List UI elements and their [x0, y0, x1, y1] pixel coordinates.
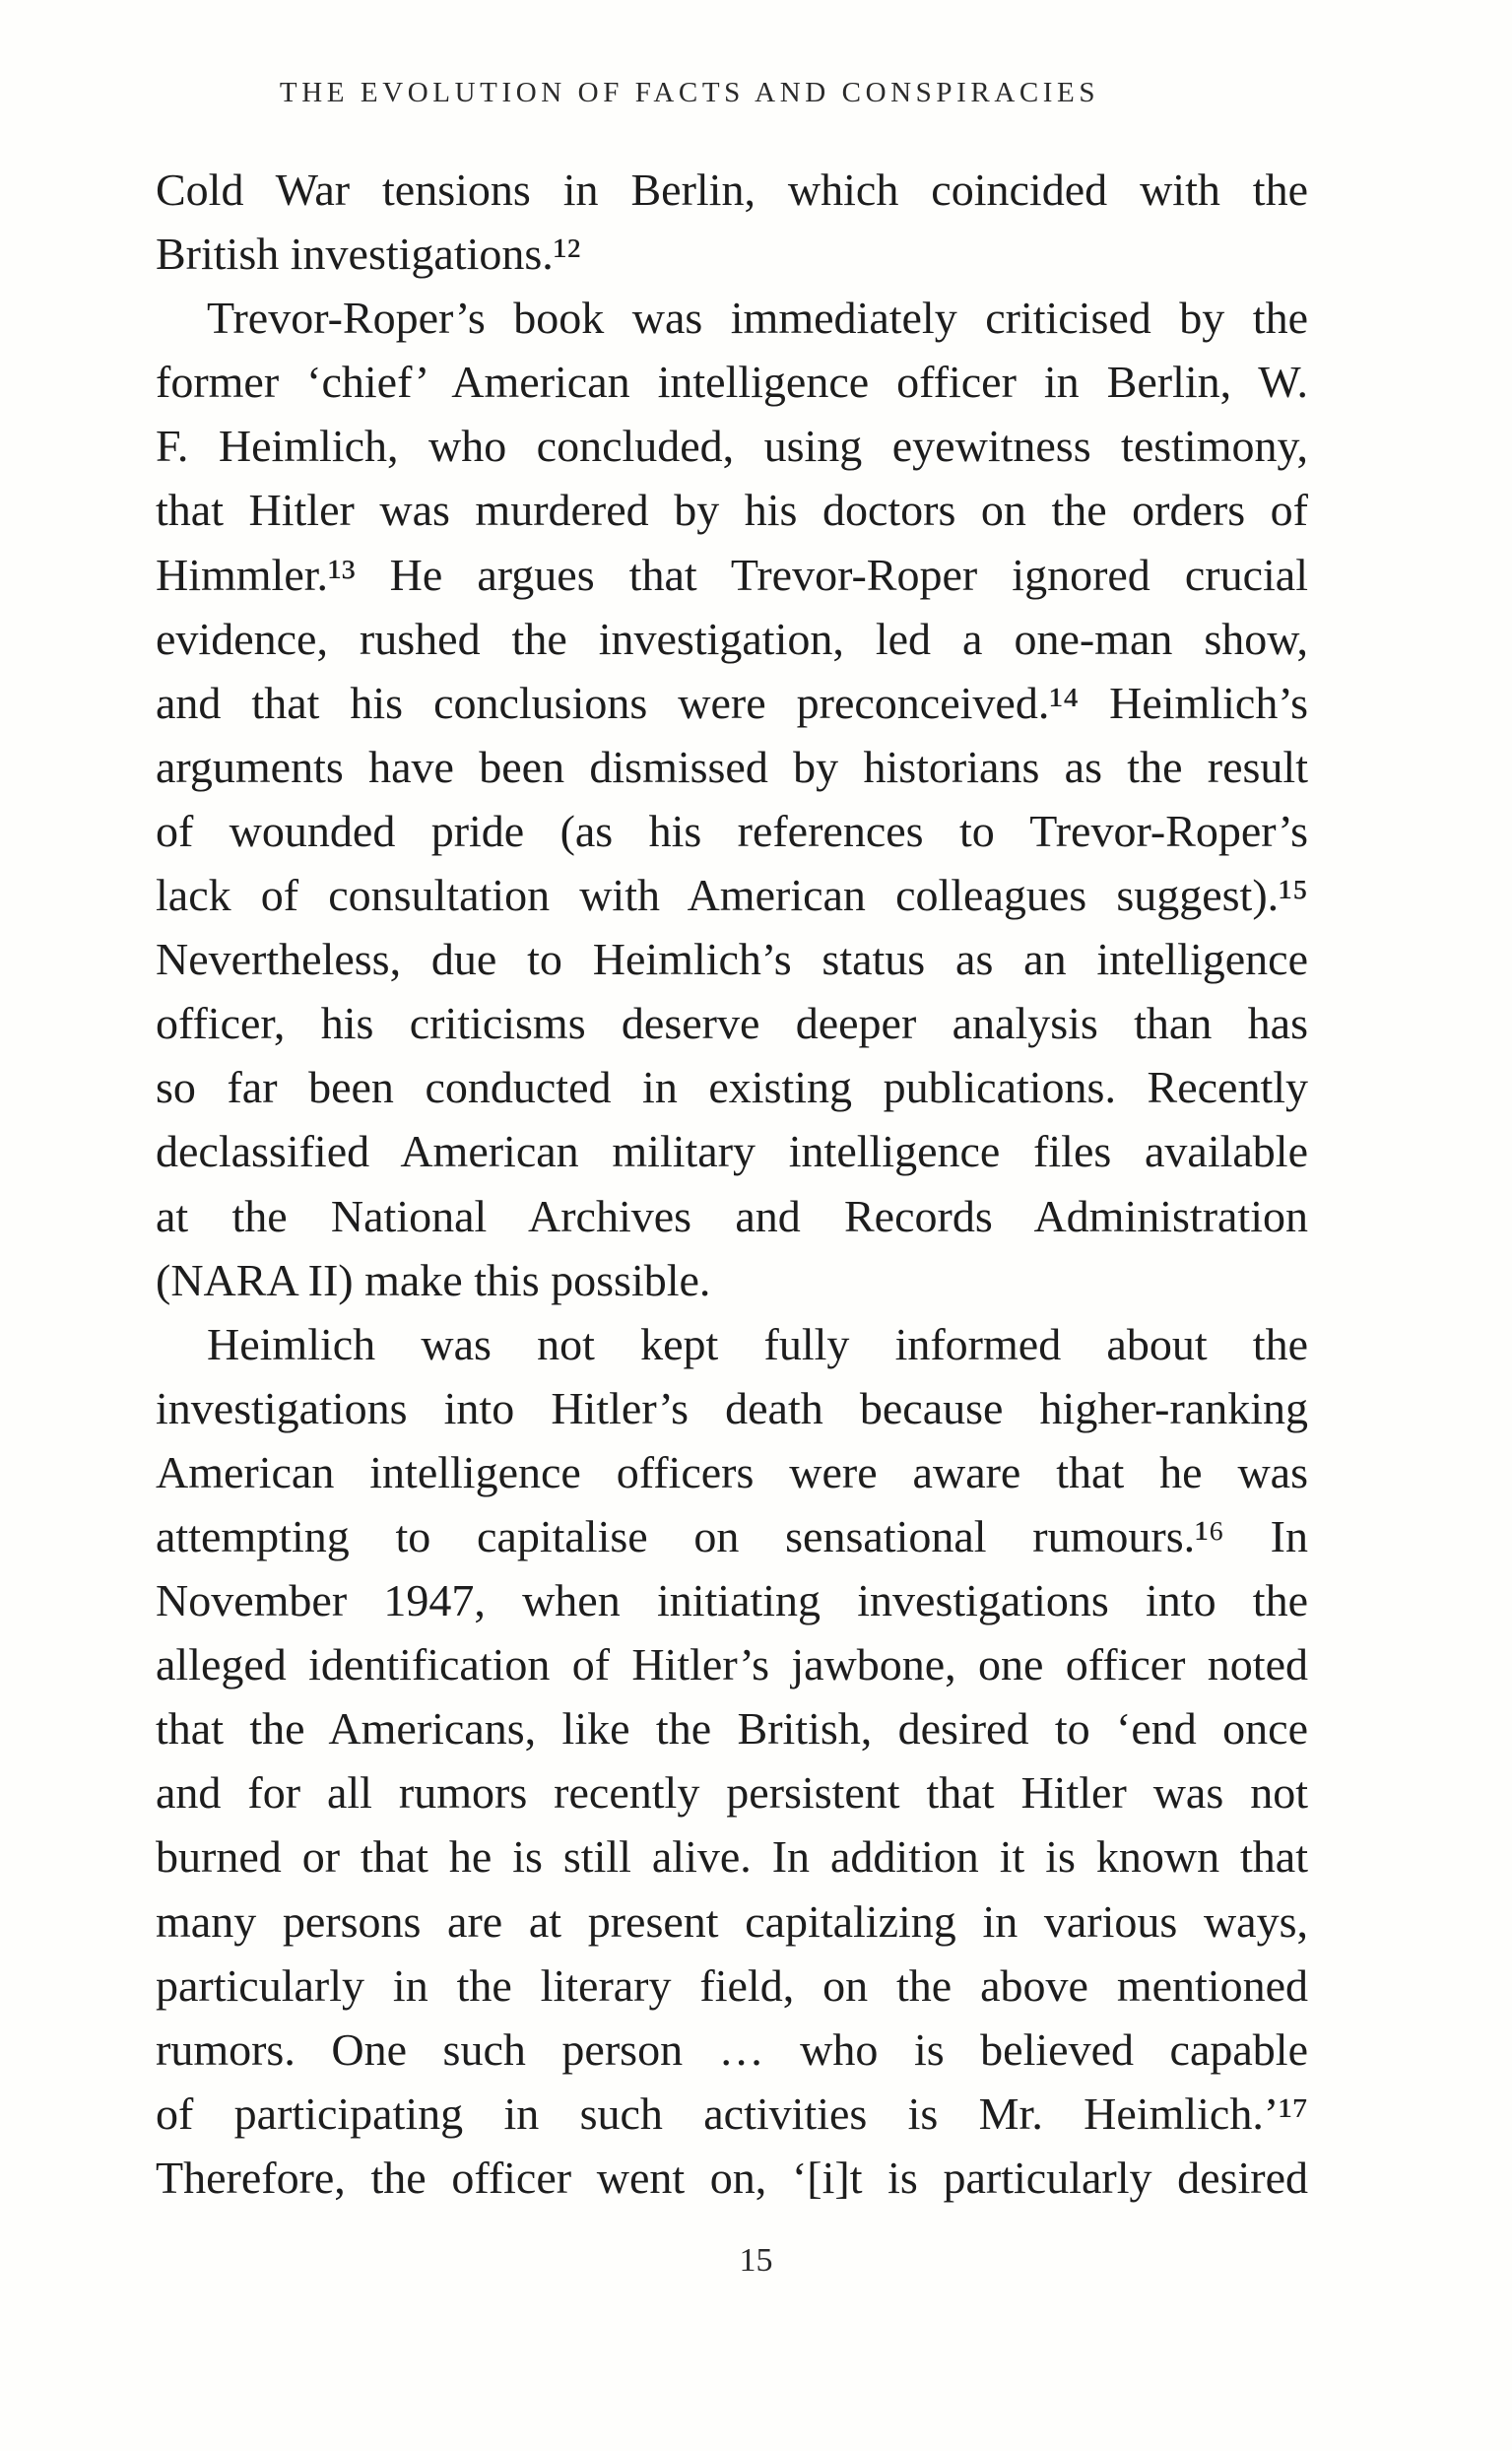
text-line: (NARA II) make this possible.: [156, 1254, 711, 1305]
text-line: officer, his criticisms deserve deeper analysis than has: [156, 998, 1308, 1049]
text-line: alleged identification of Hitler’s jawbone, one officer noted: [156, 1639, 1308, 1690]
text-line: American intelligence officers were aware that he was: [156, 1446, 1308, 1497]
text-line: former ‘chief’ American intelligence officer in Berlin, W.: [156, 357, 1308, 408]
text-line: burned or that he is still alive. In addition it is known that: [156, 1831, 1308, 1883]
text-line: Therefore, the officer went on, ‘[i]t is particularly desired: [156, 2152, 1308, 2203]
text-line: lack of consultation with American colleagues suggest).¹⁵: [156, 870, 1308, 921]
text-line: attempting to capitalise on sensational rumours.¹⁶ In: [156, 1510, 1308, 1561]
text-line: Heimlich was not kept fully informed about the: [207, 1318, 1308, 1369]
text-line: Trevor-Roper’s book was immediately criticised by the: [207, 293, 1308, 344]
page-number: 15: [739, 2242, 773, 2279]
text-line: of wounded pride (as his references to Trevor-Roper’s: [156, 805, 1308, 856]
text-line: that the Americans, like the British, desired to ‘end once: [156, 1703, 1308, 1755]
text-line: so far been conducted in existing publications. Recently: [156, 1062, 1308, 1113]
text-line: that Hitler was murdered by his doctors on the orders of: [156, 485, 1308, 536]
text-line: evidence, rushed the investigation, led a one-man show,: [156, 613, 1308, 664]
text-line: at the National Archives and Records Administration: [156, 1190, 1308, 1241]
text-line: declassified American military intelligence files available: [156, 1126, 1308, 1177]
body-text: [156, 158, 1308, 2210]
text-line: November 1947, when initiating investigations into the: [156, 1575, 1308, 1626]
text-line: F. Heimlich, who concluded, using eyewitness testimony,: [156, 421, 1308, 472]
text-line: and for all rumors recently persistent that Hitler was not: [156, 1767, 1308, 1819]
text-line: arguments have been dismissed by historians as the result: [156, 741, 1308, 792]
text-line: of participating in such activities is Mr. Heimlich.’¹⁷: [156, 2087, 1308, 2139]
text-line: British investigations.¹²: [156, 229, 581, 280]
text-line: Nevertheless, due to Heimlich’s status as an intelligence: [156, 934, 1308, 985]
text-line: investigations into Hitler’s death because higher-ranking: [156, 1382, 1308, 1433]
text-line: many persons are at present capitalizing in various ways,: [156, 1895, 1308, 1947]
running-head: THE EVOLUTION OF FACTS AND CONSPIRACIES: [279, 77, 1100, 108]
text-line: particularly in the literary field, on the above mentioned: [156, 1959, 1308, 2011]
text-line: Cold War tensions in Berlin, which coincided with the: [156, 165, 1308, 215]
text-line: rumors. One such person … who is believed capable: [156, 2023, 1308, 2075]
text-line: and that his conclusions were preconceived.¹⁴ Heimlich’s: [156, 677, 1308, 728]
text-line: Himmler.¹³ He argues that Trevor-Roper ignored crucial: [156, 549, 1308, 600]
